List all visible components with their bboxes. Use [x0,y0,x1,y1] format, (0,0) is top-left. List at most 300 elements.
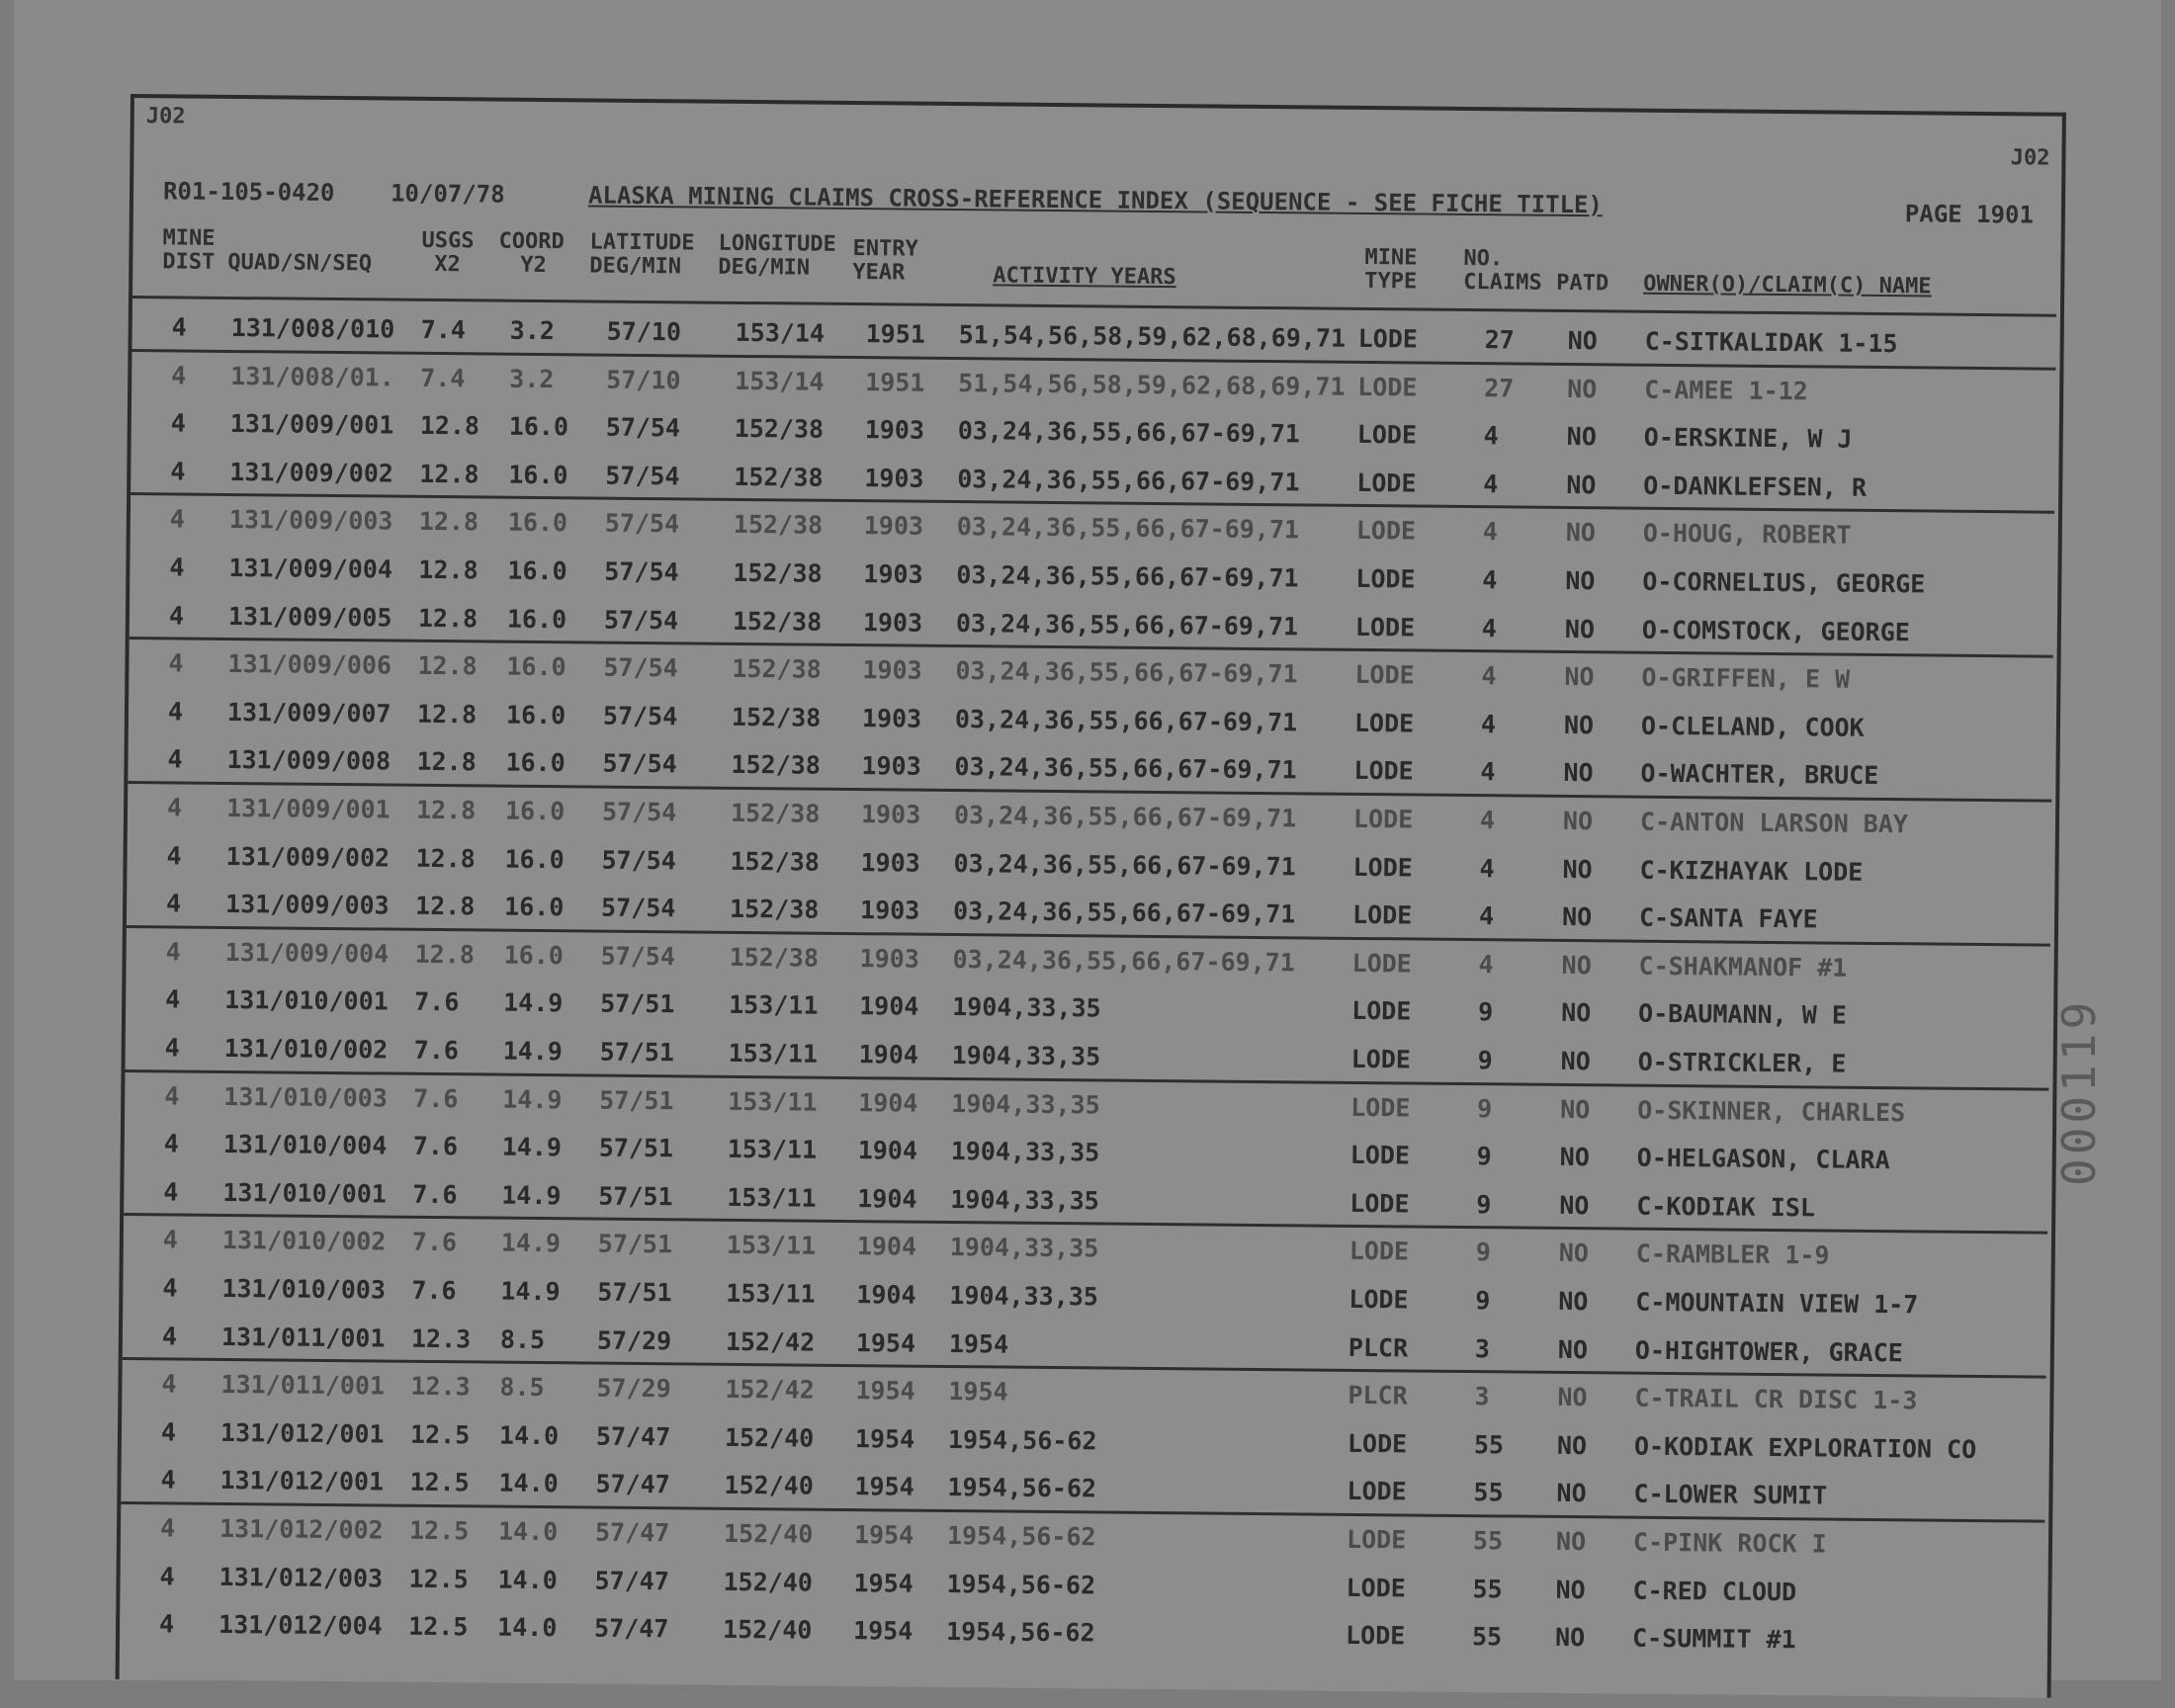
owner-claim-name-cell: C-SITKALIDAK 1-15 [1644,326,1898,359]
coord-y2-cell: 3.2 [509,315,556,346]
mine-dist-cell: 4 [162,1225,179,1254]
activity-years-cell: 51,54,56,58,59,62,68,69,71 [958,368,1346,401]
owner-claim-name-cell: C-MOUNTAIN VIEW 1-7 [1635,1287,1919,1320]
coord-y2-cell: 16.0 [506,604,567,634]
longitude-cell: 153/11 [729,990,819,1021]
mine-type-cell: LODE [1346,1524,1407,1555]
entry-year-cell: 1954 [854,1472,914,1502]
longitude-cell: 153/11 [726,1231,817,1261]
usgs-x2-cell: 12.5 [408,1515,470,1546]
mine-type-cell: LODE [1350,1044,1412,1074]
mine-type-cell: LODE [1349,1188,1410,1219]
activity-years-cell: 03,24,36,55,66,67-69,71 [956,512,1300,545]
owner-claim-name-cell: O-COMSTOCK, GEORGE [1641,615,1910,646]
usgs-x2-cell: 12.5 [407,1611,469,1642]
owner-claim-name-cell: O-HOUG, ROBERT [1642,519,1852,551]
latitude-cell: 57/54 [605,412,681,443]
longitude-cell: 153/14 [735,317,826,348]
col-usgs: USGS [421,227,475,254]
no-claims-cell: 55 [1472,1526,1504,1556]
coord-y2-cell: 14.9 [501,1180,562,1211]
quad-cell: 131/010/001 [222,1177,388,1209]
entry-year-cell: 1903 [864,463,924,493]
quad-cell: 131/009/003 [228,505,393,536]
entry-year-cell: 1903 [859,943,919,974]
mine-type-cell: LODE [1355,516,1417,546]
patd-cell: NO [1567,374,1598,403]
entry-year-cell: 1903 [859,896,920,925]
usgs-x2-cell: 7.6 [411,1275,457,1306]
mine-dist-cell: 4 [160,1417,177,1447]
no-claims-cell: 4 [1480,709,1497,739]
owner-claim-name-cell: O-HELGASON, CLARA [1636,1143,1890,1175]
mine-dist-cell: 4 [167,697,184,726]
activity-years-cell: 03,24,36,55,66,67-69,71 [952,944,1295,978]
entry-year-cell: 1951 [865,319,926,349]
patd-cell: NO [1564,662,1595,692]
activity-years-cell: 1954 [948,1328,1009,1359]
quad-cell: 131/011/001 [220,1370,386,1401]
quad-cell: 131/009/001 [225,793,391,824]
mine-dist-cell: 4 [159,1513,176,1543]
owner-claim-name-cell: O-CLELAND, COOK [1640,711,1865,742]
entry-year-cell: 1904 [858,1087,918,1118]
usgs-x2-cell: 12.8 [419,459,479,489]
patd-cell: NO [1561,998,1592,1028]
coord-y2-cell: 14.9 [502,1036,564,1067]
quad-cell: 131/009/008 [226,745,392,776]
patd-cell: NO [1558,1238,1590,1268]
latitude-cell: 57/54 [604,556,679,587]
coord-y2-cell: 14.0 [496,1612,558,1643]
mine-dist-cell: 4 [167,744,183,774]
usgs-x2-cell: 12.8 [418,555,478,585]
patd-cell: NO [1563,710,1595,740]
mine-dist-cell: 4 [161,1321,178,1351]
owner-claim-name-cell: C-KIZHAYAK LODE [1639,855,1864,887]
coord-y2-cell: 16.0 [508,460,568,490]
latitude-cell: 57/47 [593,1613,669,1644]
entry-year-cell: 1903 [863,559,923,589]
activity-years-cell: 03,24,36,55,66,67-69,71 [954,752,1297,785]
quad-cell: 131/009/001 [229,409,394,440]
longitude-cell: 152/40 [724,1422,815,1453]
usgs-x2-cell: 12.8 [414,939,476,970]
owner-claim-name-cell: O-ERSKINE, W J [1643,422,1853,454]
no-claims-cell: 3 [1474,1382,1490,1411]
mine-dist-cell: 4 [166,889,182,918]
quad-cell: 131/008/010 [230,312,395,344]
report-id: R01-105-0420 [162,177,335,207]
no-claims-cell: 9 [1475,1286,1491,1316]
entry-year-cell: 1903 [864,415,925,445]
page-number: PAGE 1901 [1904,200,2035,229]
owner-claim-name-cell: O-WACHTER, BRUCE [1640,759,1879,791]
activity-years-cell: 03,24,36,55,66,67-69,71 [954,704,1298,737]
patd-cell: NO [1565,565,1596,596]
longitude-cell: 152/38 [729,895,820,924]
mine-type-cell: LODE [1357,323,1419,354]
mine-type-cell: LODE [1351,948,1412,979]
latitude-cell: 57/29 [596,1373,671,1404]
longitude-cell: 152/40 [724,1471,814,1501]
mine-type-cell: LODE [1347,1428,1408,1459]
no-claims-cell: 4 [1483,421,1499,451]
activity-years-cell: 51,54,56,58,59,62,68,69,71 [958,320,1347,353]
no-claims-cell: 4 [1480,757,1496,787]
mine-type-cell: LODE [1355,563,1416,594]
entry-year-cell: 1954 [852,1616,914,1646]
mine-type-cell: LODE [1354,660,1415,690]
owner-claim-name-cell: C-TRAIL CR DISC 1-3 [1634,1383,1918,1415]
no-claims-cell: 4 [1482,565,1498,595]
mine-dist-cell: 4 [168,648,184,678]
coord-y2-cell: 3.2 [509,364,555,393]
coord-y2-cell: 14.0 [497,1565,558,1594]
mine-dist-cell: 4 [162,1273,178,1303]
owner-claim-name-cell: O-KODIAK EXPLORATION CO [1633,1431,1977,1464]
activity-years-cell: 03,24,36,55,66,67-69,71 [957,416,1301,449]
coord-y2-cell: 16.0 [507,555,567,586]
mine-type-cell: LODE [1347,1477,1407,1506]
entry-year-cell: 1904 [856,1280,916,1310]
patd-cell: NO [1566,470,1597,500]
usgs-x2-cell: 7.4 [420,363,466,392]
latitude-cell: 57/54 [605,461,680,491]
quad-cell: 131/009/003 [224,890,390,920]
quad-cell: 131/012/002 [218,1513,384,1545]
usgs-x2-cell: 7.6 [411,1228,458,1257]
latitude-cell: 57/54 [602,701,678,731]
latitude-cell: 57/54 [602,749,677,779]
no-claims-cell: 9 [1476,1189,1492,1220]
usgs-x2-cell: 12.5 [408,1564,469,1593]
owner-claim-name-cell: O-SKINNER, CHARLES [1637,1095,1906,1127]
mine-type-cell: LODE [1352,852,1413,883]
patd-cell: NO [1563,758,1594,788]
quad-cell: 131/010/001 [224,985,389,1016]
quad-cell: 131/009/002 [225,841,391,873]
col-quad: QUAD/SN/SEQ [227,249,373,277]
entry-year-cell: 1903 [860,800,921,829]
usgs-x2-cell: 7.4 [420,314,467,345]
usgs-x2-cell: 12.5 [409,1468,470,1497]
mine-dist-cell: 4 [163,1129,180,1158]
usgs-x2-cell: 12.3 [410,1371,471,1402]
coord-y2-cell: 14.0 [498,1469,559,1498]
usgs-x2-cell: 7.6 [413,1035,460,1066]
longitude-cell: 153/11 [728,1038,819,1068]
no-claims-cell: 55 [1473,1429,1505,1460]
usgs-x2-cell: 7.6 [413,1083,459,1113]
owner-claim-name-cell: O-GRIFFEN, E W [1641,662,1851,694]
col-y2: Y2 [520,252,547,279]
latitude-cell: 57/54 [603,652,678,683]
col-no-claims: NO. CLAIMS [1463,245,1542,296]
col-latitude: LATITUDE DEG/MIN [589,229,695,280]
mine-type-cell: LODE [1349,1141,1411,1170]
usgs-x2-cell: 12.8 [418,507,479,537]
latitude-cell: 57/51 [600,988,675,1019]
patd-cell: NO [1561,950,1592,981]
latitude-cell: 57/54 [600,941,676,972]
quad-cell: 131/009/006 [227,649,392,680]
mine-dist-cell: 4 [163,1177,179,1207]
mine-type-cell: LODE [1348,1237,1410,1266]
quad-cell: 131/012/001 [219,1417,385,1449]
usgs-x2-cell: 12.8 [416,747,477,777]
latitude-cell: 57/51 [599,1085,674,1115]
usgs-x2-cell: 12.8 [417,603,478,633]
patd-cell: NO [1567,325,1598,356]
mine-type-cell: PLCR [1348,1381,1408,1410]
latitude-cell: 57/47 [594,1517,670,1548]
longitude-cell: 152/38 [732,606,823,637]
mine-type-cell: LODE [1353,708,1415,738]
quad-cell: 131/010/003 [223,1081,388,1113]
no-claims-cell: 4 [1481,661,1497,691]
longitude-cell: 152/38 [730,798,821,828]
quad-cell: 131/010/002 [223,1033,389,1065]
mine-dist-cell: 4 [160,1465,176,1494]
mine-dist-cell: 4 [159,1609,175,1639]
col-x2: X2 [434,251,461,278]
fiche-page [14,0,2161,1680]
coord-y2-cell: 16.0 [508,411,569,442]
mine-dist-cell: 4 [170,408,187,438]
usgs-x2-cell: 7.6 [414,987,460,1017]
report-frame [116,94,2066,1698]
quad-cell: 131/009/004 [228,553,393,584]
activity-years-cell: 03,24,36,55,66,67-69,71 [957,464,1300,497]
col-coord: COORD [498,228,565,255]
latitude-cell: 57/51 [599,1037,675,1068]
patd-cell: NO [1566,422,1597,452]
mine-dist-cell: 4 [168,600,185,631]
longitude-cell: 153/11 [726,1278,816,1309]
owner-claim-name-cell: O-STRICKLER, E [1637,1047,1847,1078]
latitude-cell: 57/51 [597,1277,672,1308]
activity-years-cell: 1904,33,35 [951,1041,1101,1071]
patd-cell: NO [1560,1046,1591,1076]
no-claims-cell: 4 [1478,949,1494,980]
mine-dist-cell: 4 [171,312,187,342]
report-title: ALASKA MINING CLAIMS CROSS-REFERENCE INDEX (SEQUENCE - SEE FICHE TITLE) [587,181,1604,219]
quad-cell: 131/009/007 [226,697,392,728]
activity-years-cell: 1904,33,35 [949,1233,1099,1263]
col-entry-year: ENTRY YEAR [852,236,918,286]
mine-dist-cell: 4 [166,793,183,822]
entry-year-cell: 1903 [861,703,922,733]
owner-claim-name-cell: C-KODIAK ISL [1636,1191,1816,1223]
col-activity-years: ACTIVITY YEARS [993,263,1176,291]
entry-year-cell: 1954 [855,1327,916,1358]
mine-type-cell: LODE [1348,1284,1409,1315]
longitude-cell: 152/38 [731,750,821,781]
quad-cell: 131/012/003 [218,1562,384,1593]
latitude-cell: 57/54 [604,509,680,539]
coord-y2-cell: 14.9 [502,1084,563,1114]
mine-dist-cell: 4 [159,1561,175,1591]
no-claims-cell: 55 [1473,1478,1504,1507]
activity-years-cell: 03,24,36,55,66,67-69,71 [953,801,1297,833]
corner-marker-top-right: J02 [2010,145,2050,171]
mine-dist-cell: 4 [170,457,186,486]
longitude-cell: 153/11 [728,1086,818,1117]
longitude-cell: 153/14 [735,366,825,396]
quad-cell: 131/008/01. [230,361,394,392]
longitude-cell: 152/40 [723,1518,814,1549]
mine-type-cell: LODE [1353,756,1414,786]
no-claims-cell: 55 [1472,1574,1503,1603]
quad-cell: 131/010/002 [221,1226,387,1256]
entry-year-cell: 1903 [863,511,924,542]
longitude-cell: 152/38 [731,702,822,732]
mine-dist-cell: 4 [171,361,187,390]
mine-dist-cell: 4 [164,1080,180,1111]
longitude-cell: 152/38 [729,942,820,973]
longitude-cell: 152/42 [725,1326,816,1357]
mine-type-cell: LODE [1356,468,1417,498]
coord-y2-cell: 16.0 [503,892,565,922]
longitude-cell: 152/38 [733,557,823,588]
activity-years-cell: 1904,33,35 [951,1088,1100,1120]
owner-claim-name-cell: C-ANTON LARSON BAY [1639,807,1909,839]
activity-years-cell: 03,24,36,55,66,67-69,71 [955,608,1299,640]
patd-cell: NO [1559,1190,1590,1221]
usgs-x2-cell: 12.8 [419,411,480,441]
mine-dist-cell: 4 [165,937,181,967]
activity-years-cell: 03,24,36,55,66,67-69,71 [955,656,1298,689]
mine-dist-cell: 4 [169,553,185,582]
patd-cell: NO [1565,518,1597,548]
latitude-cell: 57/54 [601,845,676,875]
quad-cell: 131/009/002 [229,457,394,488]
coord-y2-cell: 16.0 [503,940,565,971]
no-claims-cell: 4 [1482,517,1499,547]
entry-year-cell: 1954 [854,1423,915,1454]
no-claims-cell: 4 [1483,469,1499,499]
patd-cell: NO [1556,1430,1588,1460]
activity-years-cell: 1904,33,35 [950,1184,1099,1216]
usgs-x2-cell: 12.8 [415,795,477,825]
activity-years-cell: 1954,56-62 [946,1520,1096,1552]
owner-claim-name-cell: C-PINK ROCK I [1632,1527,1827,1559]
corner-marker-top-left: J02 [145,104,186,129]
quad-cell: 131/010/004 [222,1130,388,1160]
latitude-cell: 57/51 [597,1229,673,1259]
no-claims-cell: 9 [1478,997,1494,1027]
longitude-cell: 152/38 [734,414,825,444]
latitude-cell: 57/10 [606,316,682,347]
entry-year-cell: 1954 [853,1568,914,1598]
owner-claim-name-cell: C-SANTA FAYE [1638,902,1818,934]
mine-type-cell: LODE [1352,804,1414,834]
no-claims-cell: 9 [1475,1238,1492,1267]
latitude-cell: 57/54 [603,605,679,635]
mine-dist-cell: 4 [165,984,181,1014]
no-claims-cell: 27 [1484,373,1515,403]
mine-type-cell: PLCR [1348,1332,1409,1363]
longitude-cell: 152/40 [723,1567,814,1597]
patd-cell: NO [1557,1334,1589,1364]
report-date: 10/07/78 [390,179,505,209]
coord-y2-cell: 16.0 [504,796,566,826]
mine-type-cell: LODE [1356,420,1418,450]
activity-years-cell: 03,24,36,55,66,67-69,71 [956,560,1299,593]
entry-year-cell: 1904 [857,1136,918,1165]
col-mine-dist: MINE DIST [162,225,216,275]
owner-claim-name-cell: C-LOWER SUMIT [1633,1480,1828,1510]
quad-cell: 131/010/003 [221,1273,387,1305]
mine-type-cell: LODE [1354,612,1416,642]
usgs-x2-cell: 12.8 [415,843,476,873]
quad-cell: 131/009/004 [224,937,390,969]
coord-y2-cell: 16.0 [505,748,566,778]
col-longitude: LONGITUDE DEG/MIN [718,230,836,281]
entry-year-cell: 1903 [860,847,920,878]
no-claims-cell: 4 [1478,901,1495,931]
longitude-cell: 153/11 [727,1135,818,1164]
longitude-cell: 152/38 [734,462,824,492]
latitude-cell: 57/54 [601,797,677,827]
coord-y2-cell: 8.5 [499,1372,545,1403]
coord-y2-cell: 14.9 [501,1132,563,1162]
mine-type-cell: LODE [1351,900,1413,930]
coord-y2-cell: 14.9 [500,1276,561,1307]
patd-cell: NO [1554,1623,1586,1653]
latitude-cell: 57/51 [598,1181,673,1212]
no-claims-cell: 4 [1479,853,1495,883]
mine-dist-cell: 4 [166,840,182,871]
patd-cell: NO [1564,614,1596,643]
entry-year-cell: 1903 [862,607,923,638]
col-mine-type: MINE TYPE [1364,244,1418,295]
usgs-x2-cell: 7.6 [412,1179,458,1210]
coord-y2-cell: 8.5 [499,1324,546,1354]
owner-claim-name-cell: O-CORNELIUS, GEORGE [1642,566,1926,599]
owner-claim-name-cell: C-RED CLOUD [1632,1576,1797,1606]
longitude-cell: 152/38 [732,654,822,684]
no-claims-cell: 9 [1477,1046,1493,1075]
owner-claim-name-cell: C-SHAKMANOF #1 [1638,951,1848,982]
owner-claim-name-cell: C-AMEE 1-12 [1644,375,1808,405]
mine-type-cell: LODE [1345,1621,1406,1651]
no-claims-cell: 3 [1474,1333,1491,1363]
coord-y2-cell: 16.0 [507,508,568,538]
latitude-cell: 57/47 [595,1421,671,1452]
col-owner-claim-name: OWNER(O)/CLAIM(C) NAME [1643,271,1932,299]
mine-type-cell: LODE [1357,372,1418,402]
patd-cell: NO [1561,902,1593,932]
latitude-cell: 57/47 [595,1469,670,1499]
activity-years-cell: 1904,33,35 [950,1137,1100,1167]
patd-cell: NO [1562,854,1593,884]
activity-years-cell: 1954,56-62 [945,1617,1095,1648]
quad-cell: 131/011/001 [220,1322,386,1353]
usgs-x2-cell: 12.8 [416,699,478,729]
patd-cell: NO [1560,1094,1591,1124]
fiche-frame-number: 000119 [2052,997,2106,1186]
longitude-cell: 152/40 [722,1615,813,1645]
latitude-cell: 57/47 [594,1566,669,1595]
activity-years-cell: 1954,56-62 [947,1424,1097,1456]
entry-year-cell: 1951 [865,367,925,397]
usgs-x2-cell: 12.3 [410,1324,472,1353]
no-claims-cell: 27 [1484,325,1515,355]
col-patd: PATD [1556,270,1610,297]
quad-cell: 131/012/001 [219,1466,385,1496]
